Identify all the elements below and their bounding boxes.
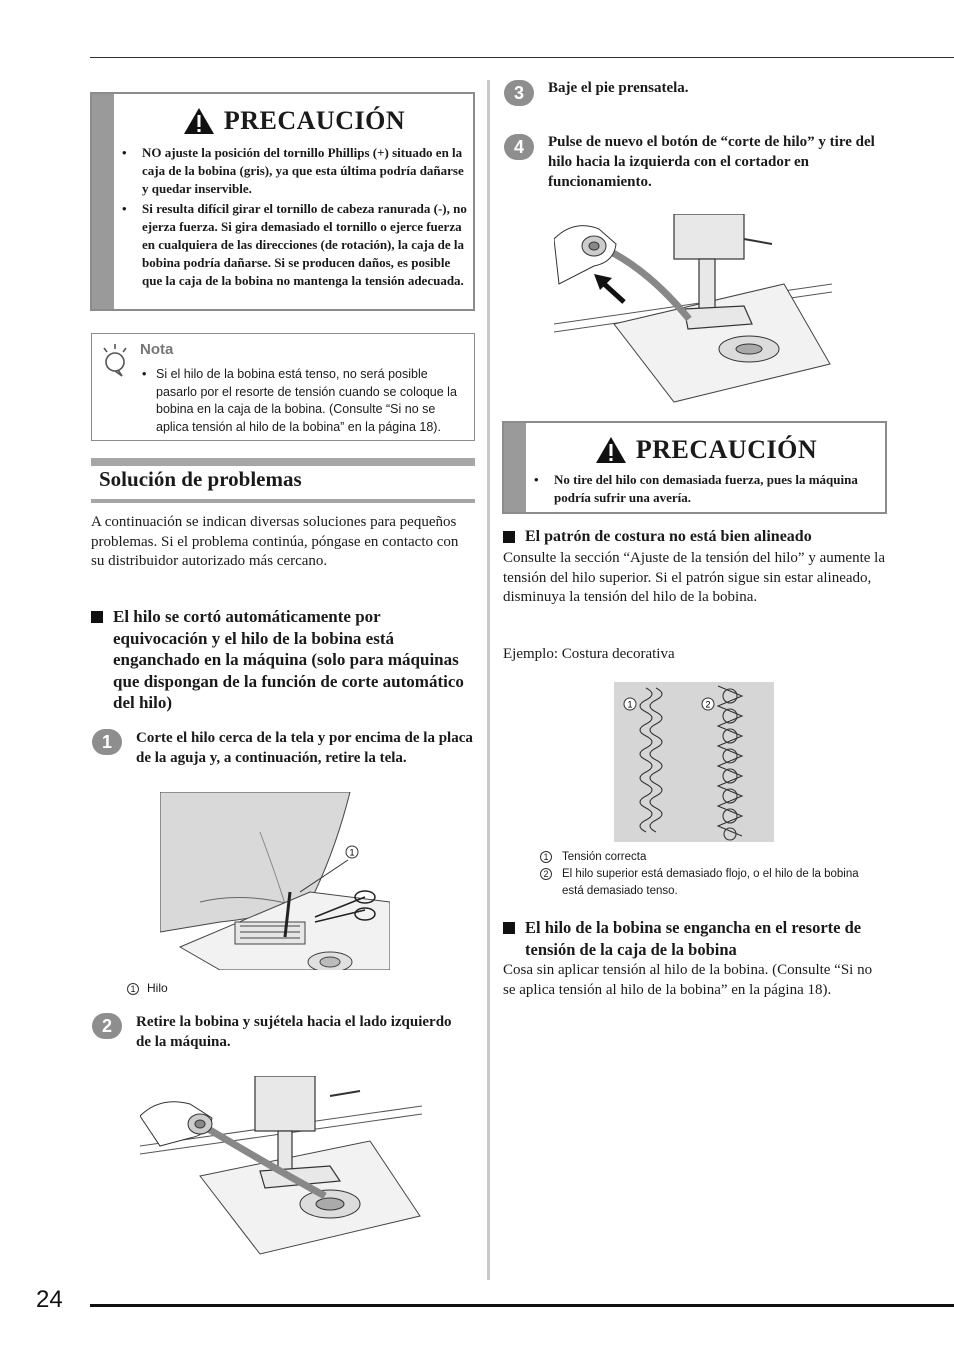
figure-1-caption: 1 Hilo [127,980,168,997]
warning-icon [182,106,216,136]
example-label: Ejemplo: Costura decorativa [503,646,675,662]
caution-list [526,471,879,507]
caution-heading [114,104,473,138]
step-2-text: Retire la bobina y sujétela hacia el lado izquierdo de la máquina. [136,1014,452,1050]
step-1-badge: 1 [92,729,122,755]
section-intro: A continuación se indican diversas soluciones para pequeños problemas. Si el problema continúa, póngase en contacto con su distribuidor autorizado más cercano. [91,514,459,569]
step-4-text: Pulse de nuevo el botón de “corte de hilo” y tire del hilo hacia la izquierda con el cortador en funcionamiento. [548,134,875,190]
problem-3-text: Cosa sin aplicar tensión al hilo de la bobina. (Consulte “Si no se aplica tensión al hilo de la bobina” en la página 18). [503,962,873,998]
caution-sidebar [504,423,526,512]
step-1-text: Corte el hilo cerca de la tela y por encima de la placa de la aguja y, a continuación, retire la tela. [136,730,473,766]
note-label: Nota [140,341,174,358]
stitch-example-figure [614,682,774,842]
caution-item: • Si resulta difícil girar el tornillo de cabeza ranurada (-), no ejerza fuerza. Si gira demasiado el tornillo o ejerce fuerza en cualquiera de las direcciones (de rotación), la caja de la bobina podría dañarse. Si se producen daños, es posible que la caja de la bobina no mantenga la tensión adecuada. [122,201,467,288]
caution-item: • NO ajuste la posición del tornillo Phillips (+) situado en la caja de la bobina (gris), ya que esta última podría dañarse y quedar inservible. [122,145,464,196]
stitch-callout-1: 1 [627,699,633,710]
square-bullet-icon [503,531,515,543]
note-text: • Si el hilo de la bobina está tenso, no será posible pasarlo por el resorte de tensión cuando se coloque la bobina en la caja de la bobina. (Consulte “Si no se aplica tensión al hilo de la bobina” en la página 18). [142,367,457,434]
remove-bobbin-illustration [140,1076,422,1264]
problem-3-heading: El hilo de la bobina se engancha en el resorte de tensión de la caja de la bobina [503,917,893,960]
lightbulb-icon [100,342,130,378]
caution-title: PRECAUCIÓN [223,106,406,135]
caution-title: PRECAUCIÓN [635,435,818,464]
section-bar-top [91,458,475,466]
problem-2-text: Consulte la sección “Ajuste de la tensión del hilo” y aumente la tensión del hilo superior. Si el patrón sigue sin estar alineado, disminuya la tensión del hilo de la bobina. [503,550,885,605]
page-number: 24 [36,1286,63,1313]
bottom-rule [90,1304,954,1307]
pull-thread-illustration [554,214,832,404]
caution-box-2 [502,421,887,514]
column-divider [487,80,490,1280]
note-box [91,333,475,441]
caution-item: • No tire del hilo con demasiada fuerza, pues la máquina podría sufrir una avería. [534,472,858,505]
cut-thread-illustration [160,792,390,970]
problem-1-heading: El hilo se cortó automáticamente por equivocación y el hilo de la bobina está enganchado en la máquina (solo para máquinas que dispongan de la función de corte automático del hilo) [91,606,475,714]
warning-icon [594,435,628,465]
top-rule [90,57,954,58]
legend-item: 1 Tensión correcta [540,849,880,866]
step-2-badge: 2 [92,1013,122,1039]
square-bullet-icon [503,922,515,934]
step-4-badge: 4 [504,134,534,160]
section-title: Solución de problemas [99,467,302,491]
caution-sidebar [92,94,114,309]
caution-list [114,144,467,290]
step-3-text: Baje el pie prensatela. [548,80,689,96]
caution-heading [526,433,885,467]
problem-2-heading: El patrón de costura no está bien alineado [503,526,887,548]
stitch-callout-2: 2 [705,699,711,710]
stitch-legend [540,849,880,900]
section-heading [91,458,475,503]
legend-item: 2 El hilo superior está demasiado flojo, o el hilo de la bobina está demasiado tenso. [540,866,880,900]
figure-1-callout: 1 [349,847,355,858]
section-bar-bottom [91,499,475,503]
square-bullet-icon [91,611,103,623]
step-3-badge: 3 [504,80,534,106]
caution-box-1 [90,92,475,311]
